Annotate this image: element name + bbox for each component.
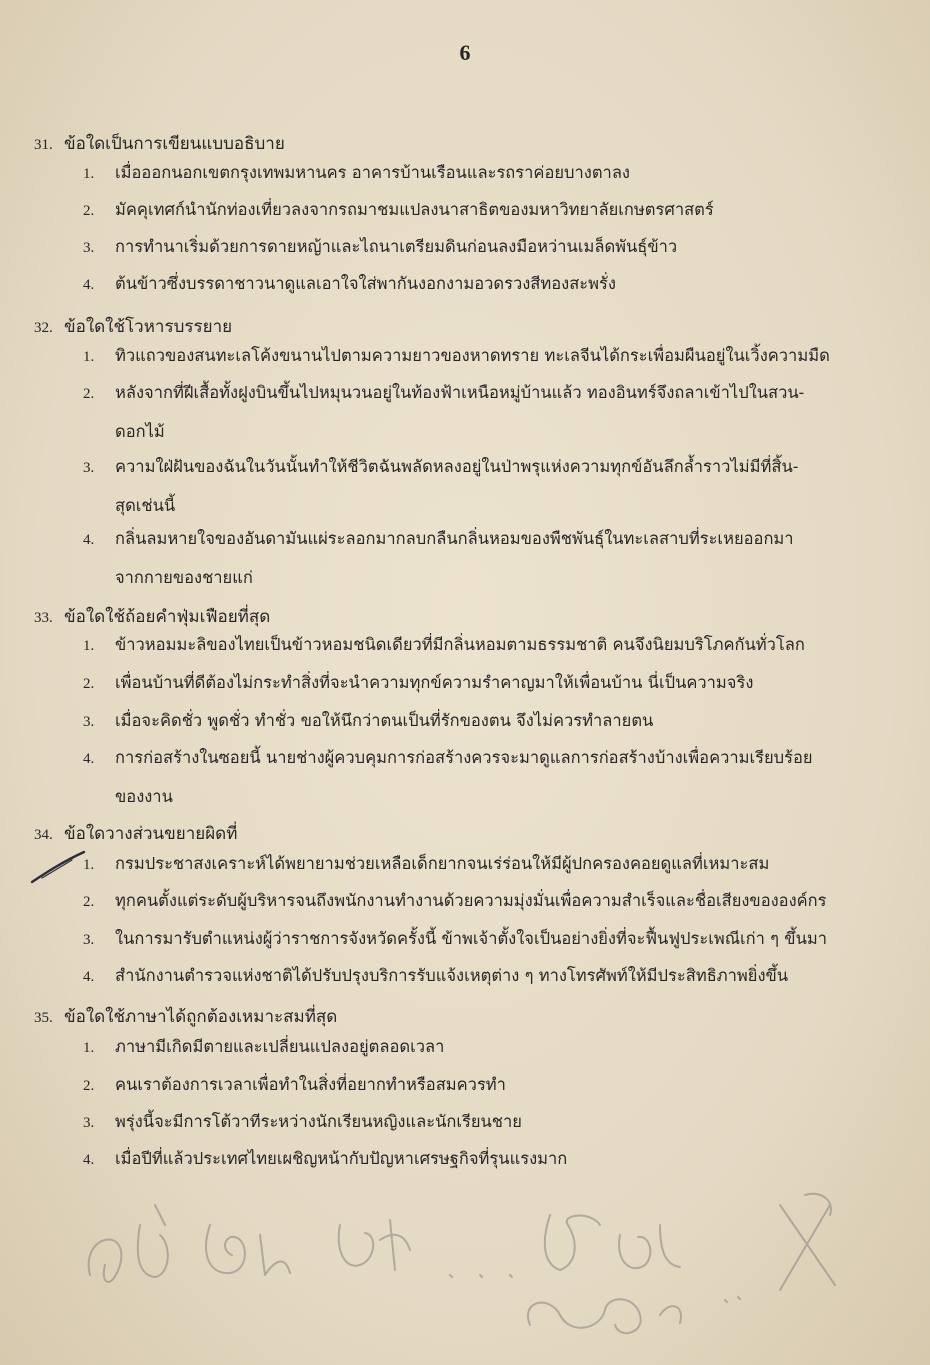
option-text-continued: ของงาน xyxy=(115,787,173,806)
option-number: 2. xyxy=(83,676,95,692)
option-text: ทุกคนตั้งแต่ระดับผู้บริหารจนถึงพนักงานทำงานด้วยความมุ่งมั่นเพื่อความสำเร็จและชื่อเสียงขององค์กร xyxy=(115,891,827,910)
option-text: เมื่อปีที่แล้วประเทศไทยเผชิญหน้ากับปัญหาเศรษฐกิจที่รุนแรงมาก xyxy=(115,1149,568,1168)
question-number: 35. xyxy=(34,1010,53,1026)
question-32-option-1 xyxy=(83,337,883,376)
option-text: คนเราต้องการเวลาเพื่อทำในสิ่งที่อยากทำหรือสมควรทำ xyxy=(115,1075,506,1094)
option-text: พรุ่งนี้จะมีการโต้วาทีระหว่างนักเรียนหญิงและนักเรียนชาย xyxy=(115,1112,522,1131)
question-32-option-2 xyxy=(83,374,883,450)
option-number: 3. xyxy=(83,1115,95,1131)
question-33-option-2 xyxy=(83,664,883,703)
option-text: ต้นข้าวซึ่งบรรดาชาวนาดูแลเอาใจใส่พากันงอกงามอวดรวงสีทองสะพรั่ง xyxy=(115,274,616,293)
option-text: กรมประชาสงเคราะห์ได้พยายามช่วยเหลือเด็กยากจนเร่ร่อนให้มีผู้ปกครองคอยดูแลที่เหมาะสม xyxy=(115,854,770,873)
question-text: ข้อใดใช้ถ้อยคำฟุ่มเฟือยที่สุด xyxy=(64,607,271,627)
question-31-option-3 xyxy=(83,228,883,267)
option-number: 1. xyxy=(83,166,95,182)
pencil-handwriting xyxy=(60,1165,880,1365)
question-35-option-1 xyxy=(83,1028,883,1067)
option-number: 4. xyxy=(83,969,95,985)
question-number: 32. xyxy=(34,320,53,336)
option-number: 3. xyxy=(83,460,95,476)
question-35-option-2 xyxy=(83,1066,883,1105)
option-text: เมื่อจะคิดชั่ว พูดชั่ว ทำชั่ว ขอให้นึกว่าตนเป็นที่รักของตน จึงไม่ควรทำลายตน xyxy=(115,711,654,730)
question-34-option-1 xyxy=(83,845,883,884)
option-text: ทิวแถวของสนทะเลโค้งขนานไปตามความยาวของหาดทราย ทะเลจีนได้กระเพื่อมผืนอยู่ในเวิ้งความมืด xyxy=(115,346,830,365)
question-31-option-1 xyxy=(83,154,883,193)
option-number: 4. xyxy=(83,277,95,293)
option-text: การก่อสร้างในซอยนี้ นายช่างผู้ควบคุมการก่อสร้างควรจะมาดูแลการก่อสร้างบ้างเพื่อความเรียบร้อย xyxy=(115,748,813,767)
option-number: 1. xyxy=(83,349,95,365)
option-text-continued: สุดเช่นนี้ xyxy=(115,496,176,515)
question-33-option-4 xyxy=(83,739,883,815)
option-text: ในการมารับตำแหน่งผู้ว่าราชการจังหวัดครั้งนี้ ข้าพเจ้าตั้งใจเป็นอย่างยิ่งที่จะฟื้นฟูประเพณีเก่า ๆ ขึ้นมา xyxy=(115,929,827,948)
question-31-option-4 xyxy=(83,265,883,304)
question-32-option-4 xyxy=(83,520,883,596)
option-text: เพื่อนบ้านที่ดีต้องไม่กระทำสิ่งที่จะนำความทุกข์ความรำคาญมาให้เพื่อนบ้าน นี่เป็นความจริง xyxy=(115,673,754,692)
option-number: 1. xyxy=(83,1040,95,1056)
option-number: 2. xyxy=(83,894,95,910)
option-text-continued: จากกายของชายแก่ xyxy=(115,568,253,587)
question-32 xyxy=(34,313,884,340)
question-35 xyxy=(34,1003,884,1030)
option-number: 3. xyxy=(83,932,95,948)
question-number: 31. xyxy=(34,137,53,153)
question-text: ข้อใดใช้ภาษาได้ถูกต้องเหมาะสมที่สุด xyxy=(64,1007,338,1027)
page-number: 6 xyxy=(459,40,471,65)
question-33-option-1 xyxy=(83,626,883,665)
option-number: 2. xyxy=(83,1078,95,1094)
option-number: 4. xyxy=(83,532,95,548)
option-number: 2. xyxy=(83,386,95,402)
question-34 xyxy=(34,820,884,847)
option-text-continued: ดอกไม้ xyxy=(115,422,165,441)
option-text: ภาษามีเกิดมีตายและเปลี่ยนแปลงอยู่ตลอดเวลา xyxy=(115,1037,445,1056)
pen-tick-mark xyxy=(28,848,88,888)
question-text: ข้อใดวางส่วนขยายผิดที่ xyxy=(64,824,238,844)
option-text: ความใฝ่ฝันของฉันในวันนั้นทำให้ชีวิตฉันพลัดหลงอยู่ในป่าพรุแห่งความทุกข์อันลึกล้ำราวไม่มีที่สิ้น- xyxy=(115,457,799,476)
option-number: 2. xyxy=(83,203,95,219)
option-number: 3. xyxy=(83,240,95,256)
option-text: กลิ่นลมหายใจของอันดามันแผ่ระลอกมากลบกลืนกลิ่นหอมของพืชพันธุ์ในทะเลสาบที่ระเหยออกมา xyxy=(115,529,794,548)
option-number: 3. xyxy=(83,714,95,730)
question-number: 33. xyxy=(34,610,53,626)
question-number: 34. xyxy=(34,827,53,843)
option-number: 1. xyxy=(83,857,95,873)
option-number: 4. xyxy=(83,751,95,767)
question-35-option-3 xyxy=(83,1103,883,1142)
option-number: 4. xyxy=(83,1152,95,1168)
question-31 xyxy=(34,130,884,157)
option-text: เมื่อออกนอกเขตกรุงเทพมหานคร อาคารบ้านเรือนและรถราค่อยบางตาลง xyxy=(115,163,630,182)
question-31-option-2 xyxy=(83,191,883,230)
question-33-option-3 xyxy=(83,702,883,741)
option-text: หลังจากที่ฝีเสื้อทั้งฝูงบินขึ้นไปหมุนวนอยู่ในท้องฟ้าเหนือหมู่บ้านแล้ว ทองอินทร์จึงถลาเข้าไปในสวน- xyxy=(115,383,805,402)
question-34-option-4 xyxy=(83,957,883,996)
question-32-option-3 xyxy=(83,448,883,524)
option-text: มัคคุเทศก์นำนักท่องเที่ยวลงจากรถมาชมแปลงนาสาธิตของมหาวิทยาลัยเกษตรศาสตร์ xyxy=(115,200,714,219)
question-text: ข้อใดเป็นการเขียนแบบอธิบาย xyxy=(64,134,285,154)
option-number: 1. xyxy=(83,638,95,654)
option-text: การทำนาเริ่มด้วยการดายหญ้าและไถนาเตรียมดินก่อนลงมือหว่านเมล็ดพันธุ์ข้าว xyxy=(115,237,678,256)
question-34-option-3 xyxy=(83,920,883,959)
option-text: ข้าวหอมมะลิของไทยเป็นข้าวหอมชนิดเดียวที่มีกลิ่นหอมตามธรรมชาติ คนจึงนิยมบริโภคกันทั่วโลก xyxy=(115,635,805,654)
question-text: ข้อใดใช้โวหารบรรยาย xyxy=(64,317,233,337)
option-text: สำนักงานตำรวจแห่งชาติได้ปรับปรุงบริการรับแจ้งเหตุต่าง ๆ ทางโทรศัพท์ให้มีประสิทธิภาพยิ่งขึ้น xyxy=(115,966,789,985)
question-34-option-2 xyxy=(83,882,883,921)
